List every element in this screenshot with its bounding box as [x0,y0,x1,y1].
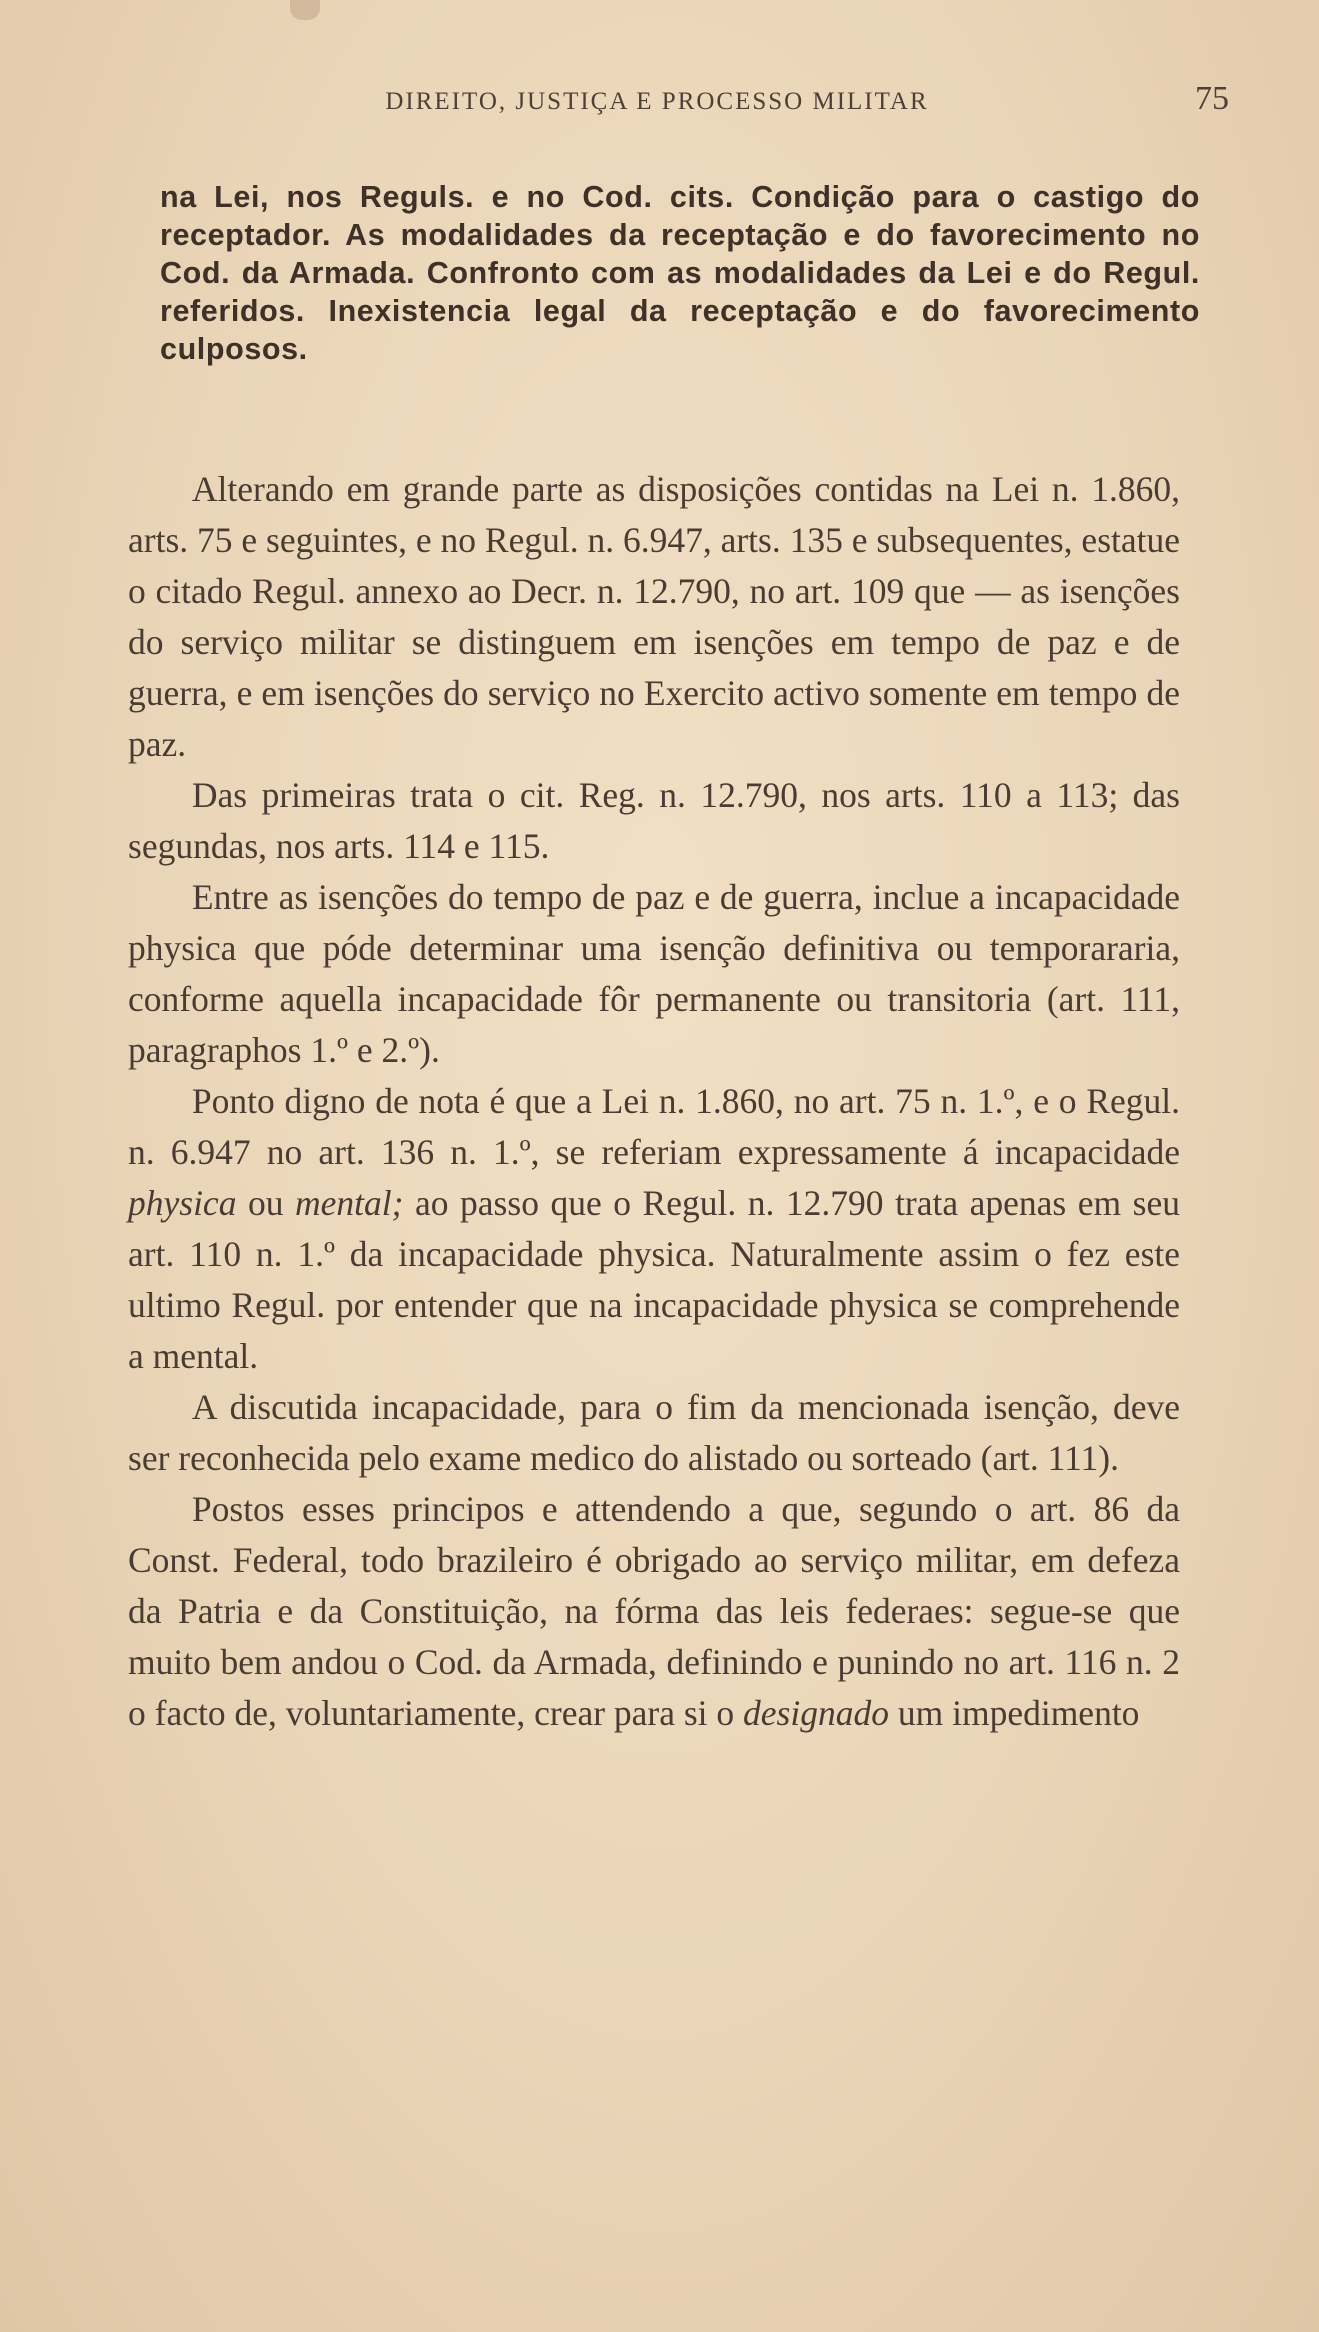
page-tear-mark [290,0,320,20]
paragraph-6-part-2: um impedimento [888,1693,1140,1733]
paragraph-6 [128,1484,1180,1739]
chapter-summary: na Lei, nos Reguls. e no Cod. cits. Condição para o castigo do receptador. As modalidades da receptação e do favorecimento no Cod. da Armada. Confronto com as modalidades da Lei e do Regul. referidos. Inexistencia legal da receptação e do favorecimento culposos. [160,180,1200,366]
running-title: DIREITO, JUSTIÇA E PROCESSO MILITAR [385,88,929,115]
emphasis-physica: physica [128,1183,237,1223]
paragraph-4 [128,1076,1180,1382]
emphasis-designado: designado [743,1693,889,1733]
paragraph-1: Alterando em grande parte as disposições contidas na Lei n. 1.860, arts. 75 e seguintes, e no Regul. n. 6.947, arts. 135 e subsequentes, estatue o citado Regul. annexo ao Decr. n. 12.790, no art. 109 que — as isenções do serviço militar se distinguem em isenções em tempo de paz e de guerra, e em isenções do serviço no Exercito activo somente em tempo de paz. [128,469,1180,764]
body-text [128,464,1180,1739]
paragraph-5: A discutida incapacidade, para o fim da mencionada isenção, deve ser reconhecida pelo exame medico do alistado ou sorteado (art. 111). [128,1387,1180,1478]
paragraph-4-part-2: ou [236,1183,296,1223]
paragraph-3: Entre as isenções do tempo de paz e de guerra, inclue a incapacidade physica que póde determinar uma isenção definitiva ou temporararia, conforme aquella incapacidade fôr permanente ou transitoria (art. 111, paragraphos 1.º e 2.º). [128,877,1180,1070]
paragraph-4-part-3: ao passo que o Regul. n. 12.790 trata apenas em seu art. 110 n. 1.º da incapacidade physica. Naturalmente assim o fez este ultimo Regul. por entender que na incapacidade physica se comprehende a mental. [128,1183,1181,1376]
paragraph-4-part-1: Ponto digno de nota é que a Lei n. 1.860, no art. 75 n. 1.º, e o Regul. n. 6.947 no art. 136 n. 1.º, se referiam expressamente á incapacidade [128,1081,1180,1172]
page-number: 75 [1195,80,1229,117]
paragraph-2: Das primeiras trata o cit. Reg. n. 12.790, nos arts. 110 a 113; das segundas, nos arts. 114 e 115. [128,775,1180,866]
emphasis-mental: mental; [295,1183,404,1223]
paragraph-6-part-1: Postos esses principos e attendendo a que, segundo o art. 86 da Const. Federal, todo brazileiro é obrigado ao serviço militar, em defeza da Patria e da Constituição, na fórma das leis federaes: segue-se que muito bem andou o Cod. da Armada, definindo e punindo no art. 116 n. 2 o facto de, voluntariamente, crear para si o [128,1489,1180,1733]
